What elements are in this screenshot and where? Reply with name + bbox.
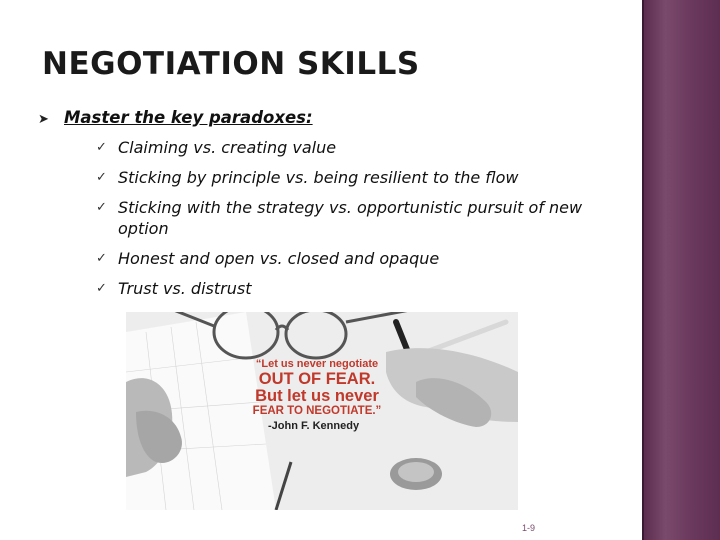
quote-author: -John F. Kennedy	[268, 420, 360, 432]
check-icon: ✓	[96, 199, 107, 214]
list-item-text: Honest and open vs. closed and opaque	[118, 249, 440, 268]
list-item-text: Trust vs. distrust	[118, 279, 252, 298]
quote-line-2: OUT OF FEAR.	[258, 370, 376, 388]
sub-bullet-list	[96, 137, 616, 308]
quote-line-4: FEAR TO NEGOTIATE.”	[252, 405, 382, 417]
list-item	[96, 197, 616, 239]
page-number: 1-9	[522, 523, 536, 533]
check-icon: ✓	[96, 169, 107, 184]
list-item-text: Sticking by principle vs. being resilient to the flow	[118, 168, 519, 187]
check-icon: ✓	[96, 280, 107, 295]
check-icon: ✓	[96, 139, 107, 154]
decorative-sidebar	[642, 0, 720, 540]
list-item	[96, 278, 616, 299]
main-bullet	[38, 108, 313, 127]
main-bullet-text: Master the key paradoxes:	[64, 108, 313, 127]
list-item	[96, 167, 616, 188]
quote-block	[242, 358, 392, 432]
check-icon: ✓	[96, 250, 107, 265]
list-item	[96, 248, 616, 269]
arrow-bullet-icon: ➤	[38, 111, 49, 126]
list-item	[96, 137, 616, 158]
quote-line-3: But let us never	[255, 387, 379, 405]
slide-title: NEGOTIATION SKILLS	[42, 46, 420, 82]
list-item-text: Claiming vs. creating value	[118, 138, 337, 157]
quote-line-1: “Let us never negotiate	[255, 358, 379, 370]
list-item-text: Sticking with the strategy vs. opportunistic pursuit of new option	[118, 198, 583, 238]
